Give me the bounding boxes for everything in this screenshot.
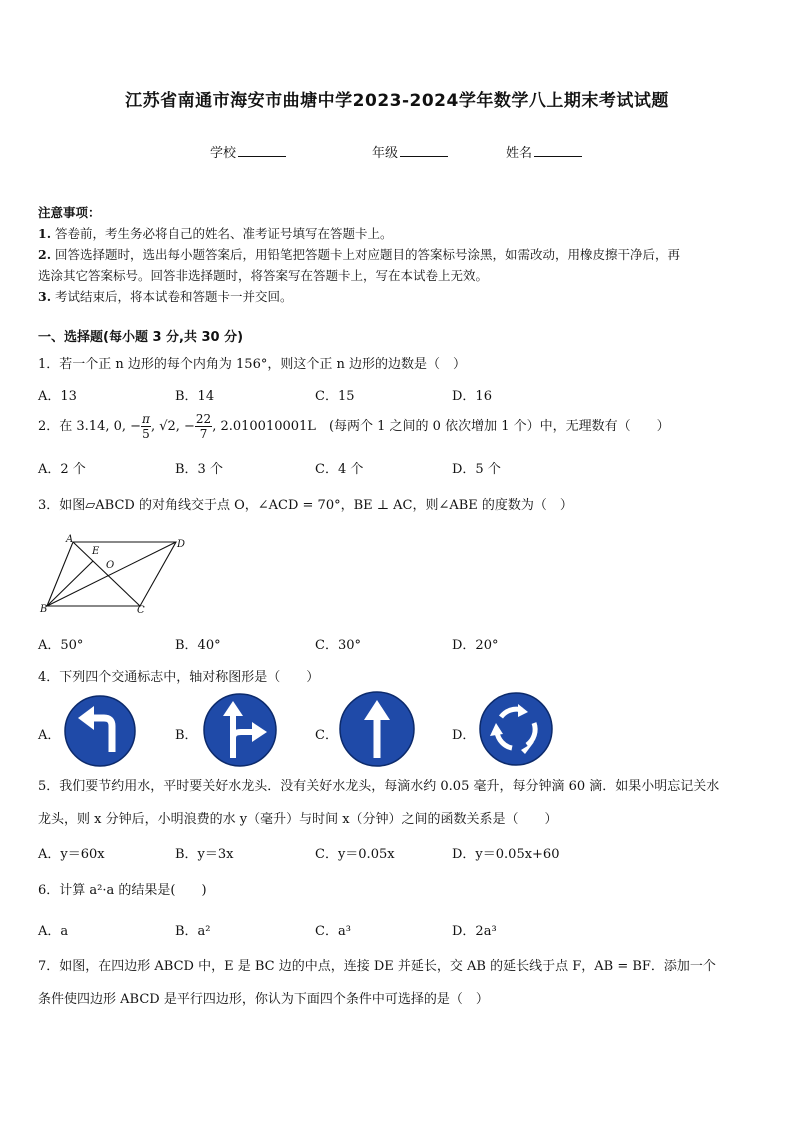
question-5-stem: 5．我们要节约用水，平时要关好水龙头．没有关好水龙头，每滴水约 0.05 毫升，每分钟滴 60 滴．如果小明忘记关水 龙头，则 x 分钟后，小明浪费的水 y（毫升）与时间 x（分钟）之间的函数关系是（ ） [38,779,720,827]
note-item: 选涂其它答案标号。回答非选择题时，将答案写在答题卡上，写在本试卷上无效。 [38,268,489,283]
label-e: E [92,546,100,557]
label-o: O [106,560,115,571]
grade-label: 年级 [372,146,399,161]
question-7-stem: 7．如图，在四边形 ABCD 中，E 是 BC 边的中点，连接 DE 并延长，交 AB 的延长线于点 F，AB = BF．添加一个 条件使四边形 ABCD 是平行四边形，你认为下面四个条件中可选择的是（ ） [38,959,716,1007]
option-d: D．16 [452,389,492,404]
question-3-stem: 3．如图▱ABCD 的对角线交于点 O，∠ACD = 70°，BE ⊥ AC，则∠ABE 的度数为（ ） [38,498,573,513]
segment-be [47,561,93,606]
name-field [506,142,582,161]
option-a: A． [38,728,61,743]
notes-heading: 注意事项： [38,205,101,220]
option-a: A．y＝60x [38,847,105,862]
name-blank [534,144,582,157]
option-a: A．13 [38,389,77,404]
straight-ahead-sign-icon [338,690,416,768]
option-b: B．14 [175,389,215,404]
option-d: D．20° [452,638,499,653]
option-c: C． [315,728,338,743]
label-a: A [66,534,74,545]
name-label: 姓名 [506,146,533,161]
note-item: 3. 考试结束后，将本试卷和答题卡一并交回。 [38,289,293,304]
question-2-stem: 2．在 3.14, 0, − $\frac{\pi}{5}$ , √2, − $\frac{22}{7}$ , 2.010010001L (每两个 1 之间的 0 依次增加 1 个）中，无理数有（ ） [38,412,670,441]
school-blank [238,144,286,157]
label-c: C [137,605,145,615]
grade-field [372,142,448,161]
roundabout-sign-icon [477,690,555,768]
option-b: B．3 个 [175,462,223,477]
straight-or-right-sign-icon [201,692,279,768]
option-b: B．y＝3x [175,847,234,862]
option-d: D． [452,728,476,743]
turn-left-sign-icon [62,694,138,768]
question-4-stem: 4．下列四个交通标志中，轴对称图形是（ ） [38,670,320,685]
option-a: A．2 个 [38,462,86,477]
diagonal-bd [47,542,176,606]
school-field [210,142,286,161]
label-b: B [40,604,48,615]
option-c: C．15 [315,389,355,404]
notes-block [38,202,758,307]
section-title: 一、选择题(每小题 3 分,共 30 分) [38,330,244,345]
diagonal-ac [73,542,140,606]
option-a: A．50° [38,638,84,653]
option-c: C．30° [315,638,361,653]
grade-blank [400,144,448,157]
option-b: B． [175,728,198,743]
fraction-22-7: $\frac{22}{7}$ [195,412,212,441]
option-b: B．40° [175,638,221,653]
label-d: D [177,539,186,550]
parallelogram-figure [38,533,188,615]
school-label: 学校 [210,146,237,161]
option-b: B．a² [175,924,211,939]
note-item: 1. 答卷前，考生务必将自己的姓名、准考证号填写在答题卡上。 [38,226,393,241]
note-item: 2. 回答选择题时，选出每小题答案后，用铅笔把答题卡上对应题目的答案标号涂黑，如需改动，用橡皮擦干净后，再 [38,247,681,262]
option-d: D．5 个 [452,462,501,477]
option-d: D．y＝0.05x+60 [452,847,560,862]
option-c: C．a³ [315,924,351,939]
question-1-stem: 1．若一个正 n 边形的每个内角为 156°，则这个正 n 边形的边数是（ ） [38,357,466,372]
fraction-pi-5: $\frac{\pi}{5}$ [142,412,150,441]
option-c: C．y＝0.05x [315,847,395,862]
option-c: C．4 个 [315,462,364,477]
page-title: 江苏省南通市海安市曲塘中学2023-2024学年数学八上期末考试试题 [125,91,669,111]
question-6-stem: 6．计算 a²·a 的结果是( ) [38,883,207,898]
option-a: A．a [38,924,69,939]
option-d: D．2a³ [452,924,497,939]
